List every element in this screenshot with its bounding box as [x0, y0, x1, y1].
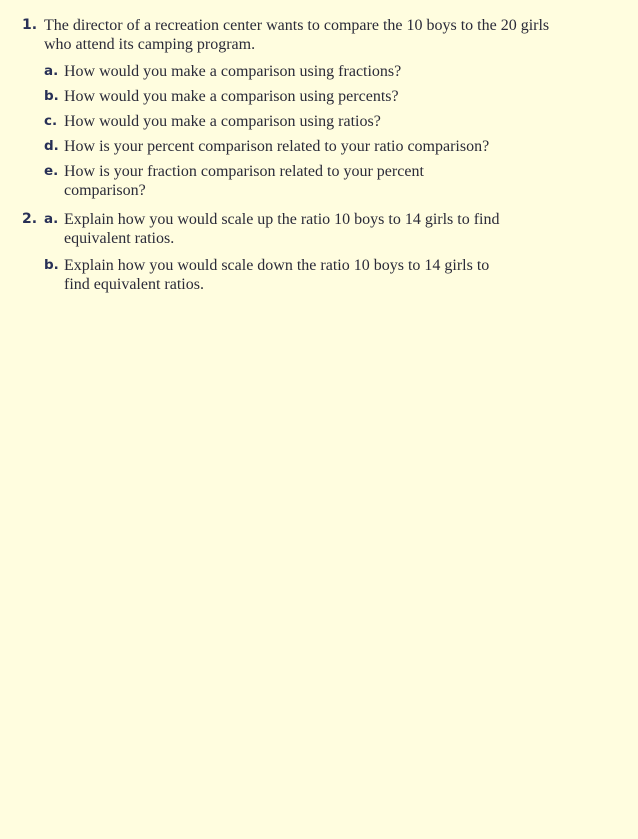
problem-stem: The director of a recreation center wants to compare the 10 boys to the 20 girls who attend its camping program.	[44, 17, 550, 53]
part-letter: e.	[44, 163, 59, 179]
problem-1	[22, 16, 622, 199]
part-text: How is your fraction comparison related to your percent comparison?	[64, 163, 424, 199]
problem-number: 1.	[22, 17, 38, 33]
part-letter: c.	[44, 113, 58, 129]
part-text: How would you make a comparison using percents?	[64, 88, 399, 105]
part-text: Explain how you would scale up the ratio 10 boys to 14 girls to find equivalent ratios.	[64, 211, 500, 247]
part-text: How would you make a comparison using fractions?	[64, 63, 402, 80]
part-letter: a.	[44, 63, 59, 79]
problem-number: 2.	[22, 211, 38, 227]
part-letter: a.	[44, 211, 59, 227]
part-text: How is your percent comparison related to your ratio comparison?	[64, 138, 490, 155]
problem-2	[22, 210, 622, 300]
part-letter: b.	[44, 88, 59, 104]
part-letter: d.	[44, 138, 59, 154]
part-letter: b.	[44, 257, 59, 273]
part-text: Explain how you would scale down the ratio 10 boys to 14 girls to find equivalent ratios.	[64, 257, 490, 293]
part-text: How would you make a comparison using ratios?	[64, 113, 381, 130]
